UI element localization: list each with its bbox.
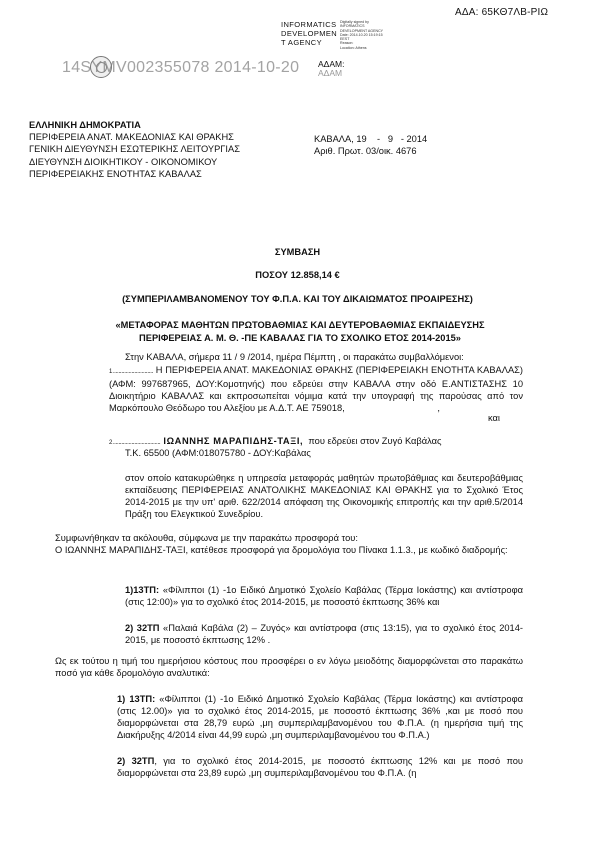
agreement-paragraph: Συμφωνήθηκαν τα ακόλουθα, σύμφωνα με την παρακάτω προσφορά του: (55, 533, 358, 543)
digital-signature (340, 20, 410, 50)
route-cost-text: «Φίλιπποι (1) -1ο Ειδικό Δημοτικό Σχολείο Καβάλας (Τέρμα Ιοκάστης) και αντίστροφα (στις 12.00)» για το σχολικό έτος 2014-2015, με ποσοστό έκπτωσης 36% ,και με ποσό που διαμορφώνεται στα 28,79 ευρώ ,μη συμπεριλαμβανομένου του Φ.Π.Α. (η ημερήσια τιμή της Διακήρυξης 4/2014 είναι 44,99 ευρώ ,μη συμπεριλαμβανομένου του Φ.Π.Α.) (117, 694, 523, 740)
issuer-line: ΠΕΡΙΦΕΡΕΙΑΚΗΣ ΕΝΟΤΗΤΑΣ ΚΑΒΑΛΑΣ (29, 168, 202, 179)
party-1 (109, 365, 523, 415)
route-code: 2) 32ΤΠ (117, 756, 155, 766)
route-2 (125, 623, 523, 647)
intro-paragraph: Στην ΚΑΒΑΛΑ, σήμερα 11 / 9 /2014, ημέρα Πέμπτη , οι παρακάτω συμβαλλόμενοι: (125, 352, 464, 362)
adam-label-text: ΑΔΑΜ: (318, 59, 345, 69)
agency-line: T AGENCY (281, 38, 322, 47)
party-2-details: Τ.Κ. 65500 (ΑΦΜ:018075780 - ΔΟΥ:Καβάλας (125, 448, 311, 458)
route-code: 1)13ΤΠ: (125, 585, 160, 595)
adam-value-text: ΑΔΑΜ (318, 68, 343, 78)
cost-paragraph: Ως εκ τούτου η τιμή του ημερήσιου κόστους που προσφέρει ο εν λόγω μειοδότης διαμορφώνεται στο παρακάτω ποσό για κάθε δρομολόγιο αναλυτικά: (55, 656, 523, 678)
party-2-text: που εδρεύει στον Ζυγό Καβάλας (303, 436, 442, 446)
cost-route-1 (117, 694, 523, 742)
party-1-and: και (488, 413, 500, 423)
signature-line: Digitally signed by (340, 20, 369, 24)
party-number: 1. (109, 369, 115, 375)
contract-vat-note: (ΣΥΜΠΕΡΙΛΑΜΒΑΝΟΜΕΝΟΥ ΤΟΥ Φ.Π.Α. ΚΑΙ ΤΟΥ ΔΙΚΑΙΩΜΑΤΟΣ ΠΡΟΑΙΡΕΣΗΣ) (122, 294, 473, 304)
party-2-name: ΙΩΑΝΝΗΣ ΜΑΡΑΠΙΔΗΣ-ΤΑΞΙ, (160, 436, 304, 446)
route-text: «Φίλιπποι (1) -1ο Ειδικό Δημοτικό Σχολείο Καβάλας (Τέρμα Ιοκάστης) και αντίστροφα (στις 12:00)» για το σχολικό έτος 2014-2015, με ποσοστό έκπτωσης 36% και (125, 585, 523, 607)
issuer-block (29, 119, 240, 180)
offer-paragraph: Ο ΙΩΑΝΝΗΣ ΜΑΡΑΠΙΔΗΣ-ΤΑΞΙ, κατέθεσε προσφορά για δρομολόγια του Πίνακα 1.1.3., με κωδικό διαδρομής: (55, 545, 508, 555)
issuer-line: ΠΕΡΙΦΕΡΕΙΑ ΑΝΑΤ. ΜΑΚΕΔΟΝΙΑΣ ΚΑΙ ΘΡΑΚΗΣ (29, 132, 234, 143)
document-date: ΚΑΒΑΛΑ, 19 - 9 - 2014 (314, 134, 428, 144)
party-1-comma: , (437, 402, 440, 413)
signature-line: INFORMATICS (340, 24, 365, 29)
subject-line: ΠΕΡΙΦΕΡΕΙΑΣ Α. Μ. Θ. -ΠΕ ΚΑΒΑΛΑΣ ΓΙΑ ΤΟ ΣΧΟΛΙΚΟ ΕΤΟΣ 2014-2015» (139, 332, 461, 343)
route-text: «Παλαιά Καβάλα (2) – Ζυγός» και αντίστροφα (στις 13:15), για το σχολικό έτος 2014-2015, με ποσοστό έκπτωσης 12% . (125, 623, 523, 645)
award-paragraph: στον οποίο κατακυρώθηκε η υπηρεσία μεταφοράς μαθητών πρωτοβάθμιας και δευτεροβάθμιας εκπαίδευσης ΠΕΡΙΦΕΡΕΙΑΣ ΑΝΑΤΟΛΙΚΗΣ ΜΑΚΕΔΟΝΙΑΣ ΚΑΙ ΘΡΑΚΗΣ για το Σχολικό Έτος 2014-2015 με την υπ' αριθ. 622/2014 απόφαση της Οικονομικής επιτροπής και την αριθ.5/2014 Πράξη του Ελεγκτικού Συνεδρίου. (125, 473, 523, 519)
seal-icon (90, 56, 112, 78)
subject-line: «ΜΕΤΑΦΟΡΑΣ ΜΑΘΗΤΩΝ ΠΡΩΤΟΒΑΘΜΙΑΣ ΚΑΙ ΔΕΥΤΕΡΟΒΑΘΜΙΑΣ ΕΚΠΑΙΔΕΥΣΗΣ (115, 320, 485, 330)
agency-stamp (281, 20, 337, 47)
cost-route-2 (117, 756, 523, 780)
party-number: 2. (109, 440, 115, 446)
agency-line: INFORMATICS (281, 20, 337, 29)
contract-amount: ΠΟΣΟΥ 12.858,14 € (255, 270, 340, 280)
party-1-text: Η ΠΕΡΙΦΕΡΕΙΑ ΑΝΑΤ. ΜΑΚΕΔΟΝΙΑΣ ΘΡΑΚΗΣ (ΠΕΡΙΦΕΡΕΙΑΚΗ ΕΝΟΤΗΤΑ ΚΑΒΑΛΑΣ) (ΑΦΜ: 997687965, ΔΟΥ:Κομοτηνής) που εδρεύει στην ΚΑΒΑΛΑ στην οδό Ε.ΑΝΤΙΣΤΑΣΗΣ 10 Διοικητήριο ΚΑΒΑΛΑΣ και εκπροσωπείται νόμιμα κατά την υπογραφή της παρούσας από τον Μαρκόπουλο Θεόδωρο του Αλεξίου με Α.Δ.Τ. ΑΕ 759018, (109, 365, 523, 413)
signature-dots: ........................... (114, 368, 154, 375)
agency-line: DEVELOPMEN (281, 29, 338, 38)
issuer-line: ΓΕΝΙΚΗ ΔΙΕΥΘΥΝΣΗ ΕΣΩΤΕΡΙΚΗΣ ΛΕΙΤΟΥΡΓΙΑΣ (29, 144, 240, 155)
issuer-line: ΔΙΕΥΘΥΝΣΗ ΔΙΟΙΚΗΤΙΚΟΥ - ΟΙΚΟΝΟΜΙΚΟΥ (29, 156, 218, 167)
document-ref: Αριθ. Πρωτ. 03/οικ. 4676 (314, 146, 417, 157)
issuer-line: ΕΛΛΗΝΙΚΗ ΔΗΜΟΚΡΑΤΙΑ (29, 120, 141, 130)
adam-label (318, 60, 344, 78)
ada-code: ΑΔΑ: 65ΚΘ7ΛΒ-ΡΙΩ (455, 7, 549, 18)
signature-line: DEVELOPMENT AGENCY (340, 28, 384, 33)
signature-line: EEST (340, 37, 350, 42)
route-cost-text: , για το σχολικό έτος 2014-2015, με ποσοστό έκπτωσης 12% και με ποσό που διαμορφώνεται στα 23,89 ευρώ ,μη συμπεριλαμβανομένου του Φ.Π.Α. (η (117, 756, 523, 778)
contract-title: ΣΥΜΒΑΣΗ (274, 247, 321, 257)
protocol-number: 14SYMV002355078 2014-10-20 (62, 59, 300, 76)
signature-line: Date: 2014.10.20 15:19:15 (340, 32, 383, 37)
route-1 (125, 585, 523, 609)
route-code: 2) 32ΤΠ (125, 623, 160, 633)
signature-line: Location: Athens (340, 45, 367, 50)
signature-line: Reason: (340, 41, 354, 46)
signature-dots: ................................ (114, 439, 161, 446)
route-code: 1) 13ΤΠ: (117, 694, 156, 704)
date-block (314, 133, 427, 157)
contract-subject (60, 319, 540, 344)
